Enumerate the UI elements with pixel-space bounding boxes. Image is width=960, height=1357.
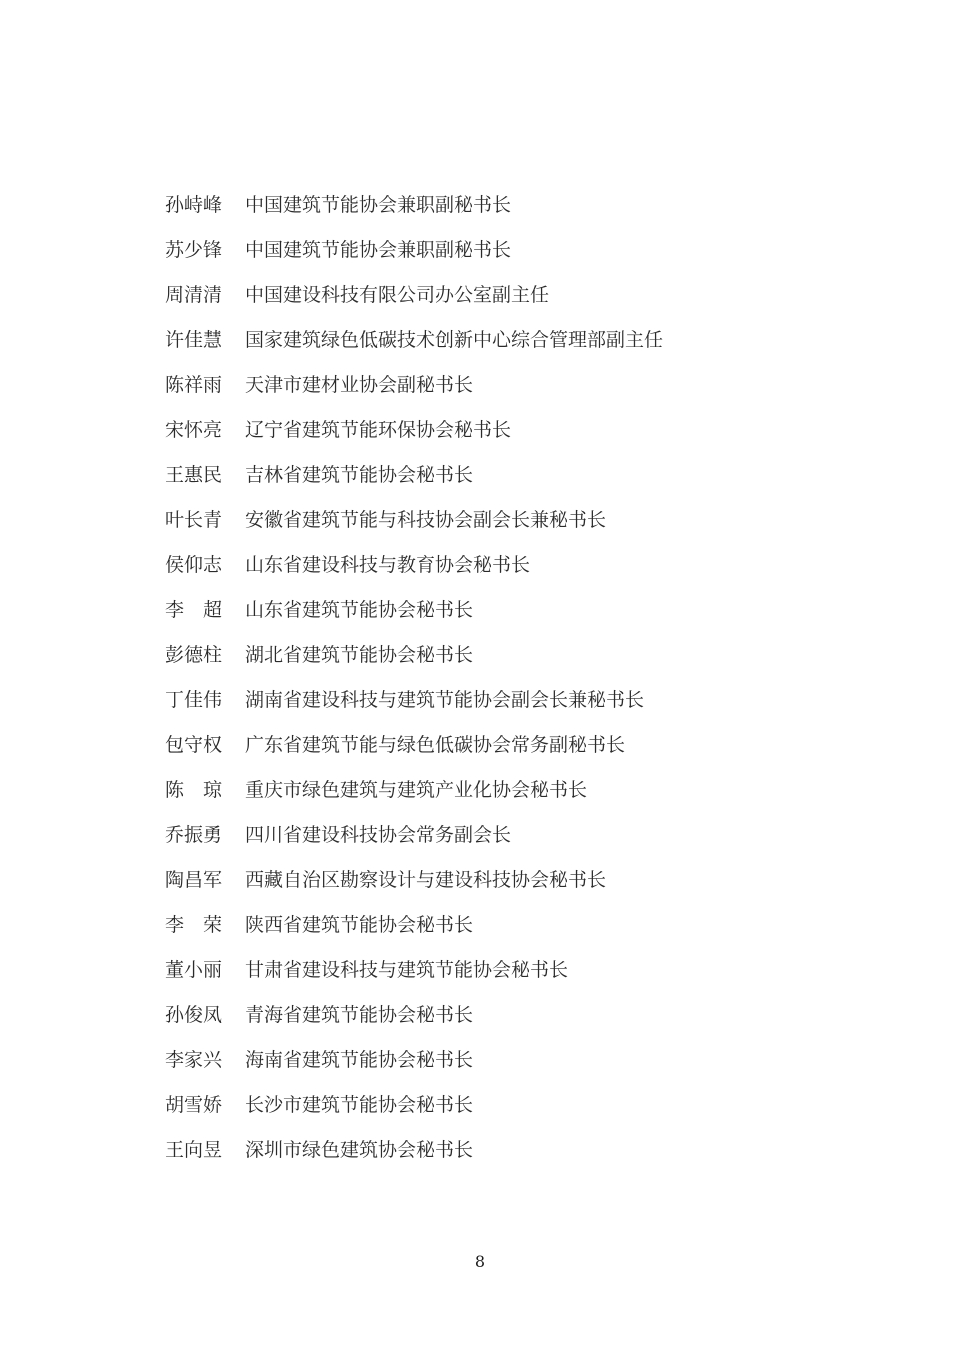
- person-name: 孙峙峰: [165, 194, 223, 216]
- person-name: 胡雪娇: [165, 1094, 223, 1116]
- list-item: [165, 273, 825, 318]
- person-title: 长沙市建筑节能协会秘书长: [245, 1094, 474, 1116]
- person-name: 李 超: [165, 599, 223, 621]
- list-item: [165, 318, 825, 363]
- person-title: 重庆市绿色建筑与建筑产业化协会秘书长: [245, 779, 588, 801]
- person-title: 西藏自治区勘察设计与建设科技协会秘书长: [245, 869, 607, 891]
- person-name: 彭德柱: [165, 644, 223, 666]
- person-title: 陕西省建筑节能协会秘书长: [245, 914, 474, 936]
- list-item: [165, 993, 825, 1038]
- person-title: 青海省建筑节能协会秘书长: [245, 1004, 474, 1026]
- person-title: 国家建筑绿色低碳技术创新中心综合管理部副主任: [245, 329, 664, 351]
- list-item: [165, 948, 825, 993]
- person-name: 王惠民: [165, 464, 223, 486]
- person-name: 董小丽: [165, 959, 223, 981]
- person-name: 陶昌军: [165, 869, 223, 891]
- list-item: [165, 453, 825, 498]
- list-item: [165, 183, 825, 228]
- person-title: 甘肃省建设科技与建筑节能协会秘书长: [245, 959, 569, 981]
- person-name: 李 荣: [165, 914, 223, 936]
- person-name: 李家兴: [165, 1049, 223, 1071]
- person-name: 王向昱: [165, 1139, 223, 1161]
- list-item: [165, 498, 825, 543]
- person-name: 许佳慧: [165, 329, 223, 351]
- list-item: [165, 768, 825, 813]
- person-name: 宋怀亮: [165, 419, 223, 441]
- person-name: 陈 琼: [165, 779, 223, 801]
- person-title: 辽宁省建筑节能环保协会秘书长: [245, 419, 512, 441]
- list-item: [165, 1038, 825, 1083]
- person-name: 陈祥雨: [165, 374, 223, 396]
- list-item: [165, 858, 825, 903]
- person-title: 中国建筑节能协会兼职副秘书长: [245, 239, 512, 261]
- member-list: [165, 183, 825, 1173]
- list-item: [165, 1128, 825, 1173]
- list-item: [165, 678, 825, 723]
- person-name: 包守权: [165, 734, 223, 756]
- person-title: 天津市建材业协会副秘书长: [245, 374, 474, 396]
- person-title: 中国建设科技有限公司办公室副主任: [245, 284, 550, 306]
- person-name: 乔振勇: [165, 824, 223, 846]
- list-item: [165, 723, 825, 768]
- person-name: 周清清: [165, 284, 223, 306]
- list-item: [165, 903, 825, 948]
- list-item: [165, 408, 825, 453]
- person-title: 中国建筑节能协会兼职副秘书长: [245, 194, 512, 216]
- person-title: 安徽省建筑节能与科技协会副会长兼秘书长: [245, 509, 607, 531]
- list-item: [165, 588, 825, 633]
- person-title: 深圳市绿色建筑协会秘书长: [245, 1139, 474, 1161]
- list-item: [165, 813, 825, 858]
- person-name: 苏少锋: [165, 239, 223, 261]
- person-name: 叶长青: [165, 509, 223, 531]
- person-title: 海南省建筑节能协会秘书长: [245, 1049, 474, 1071]
- person-name: 丁佳伟: [165, 689, 223, 711]
- person-name: 侯仰志: [165, 554, 223, 576]
- list-item: [165, 363, 825, 408]
- person-title: 湖北省建筑节能协会秘书长: [245, 644, 474, 666]
- list-item: [165, 228, 825, 273]
- list-item: [165, 633, 825, 678]
- person-name: 孙俊凤: [165, 1004, 223, 1026]
- page-number: 8: [474, 1252, 486, 1271]
- list-item: [165, 1083, 825, 1128]
- person-title: 四川省建设科技协会常务副会长: [245, 824, 512, 846]
- person-title: 吉林省建筑节能协会秘书长: [245, 464, 474, 486]
- list-item: [165, 543, 825, 588]
- person-title: 广东省建筑节能与绿色低碳协会常务副秘书长: [245, 734, 626, 756]
- person-title: 山东省建设科技与教育协会秘书长: [245, 554, 531, 576]
- person-title: 山东省建筑节能协会秘书长: [245, 599, 474, 621]
- person-title: 湖南省建设科技与建筑节能协会副会长兼秘书长: [245, 689, 645, 711]
